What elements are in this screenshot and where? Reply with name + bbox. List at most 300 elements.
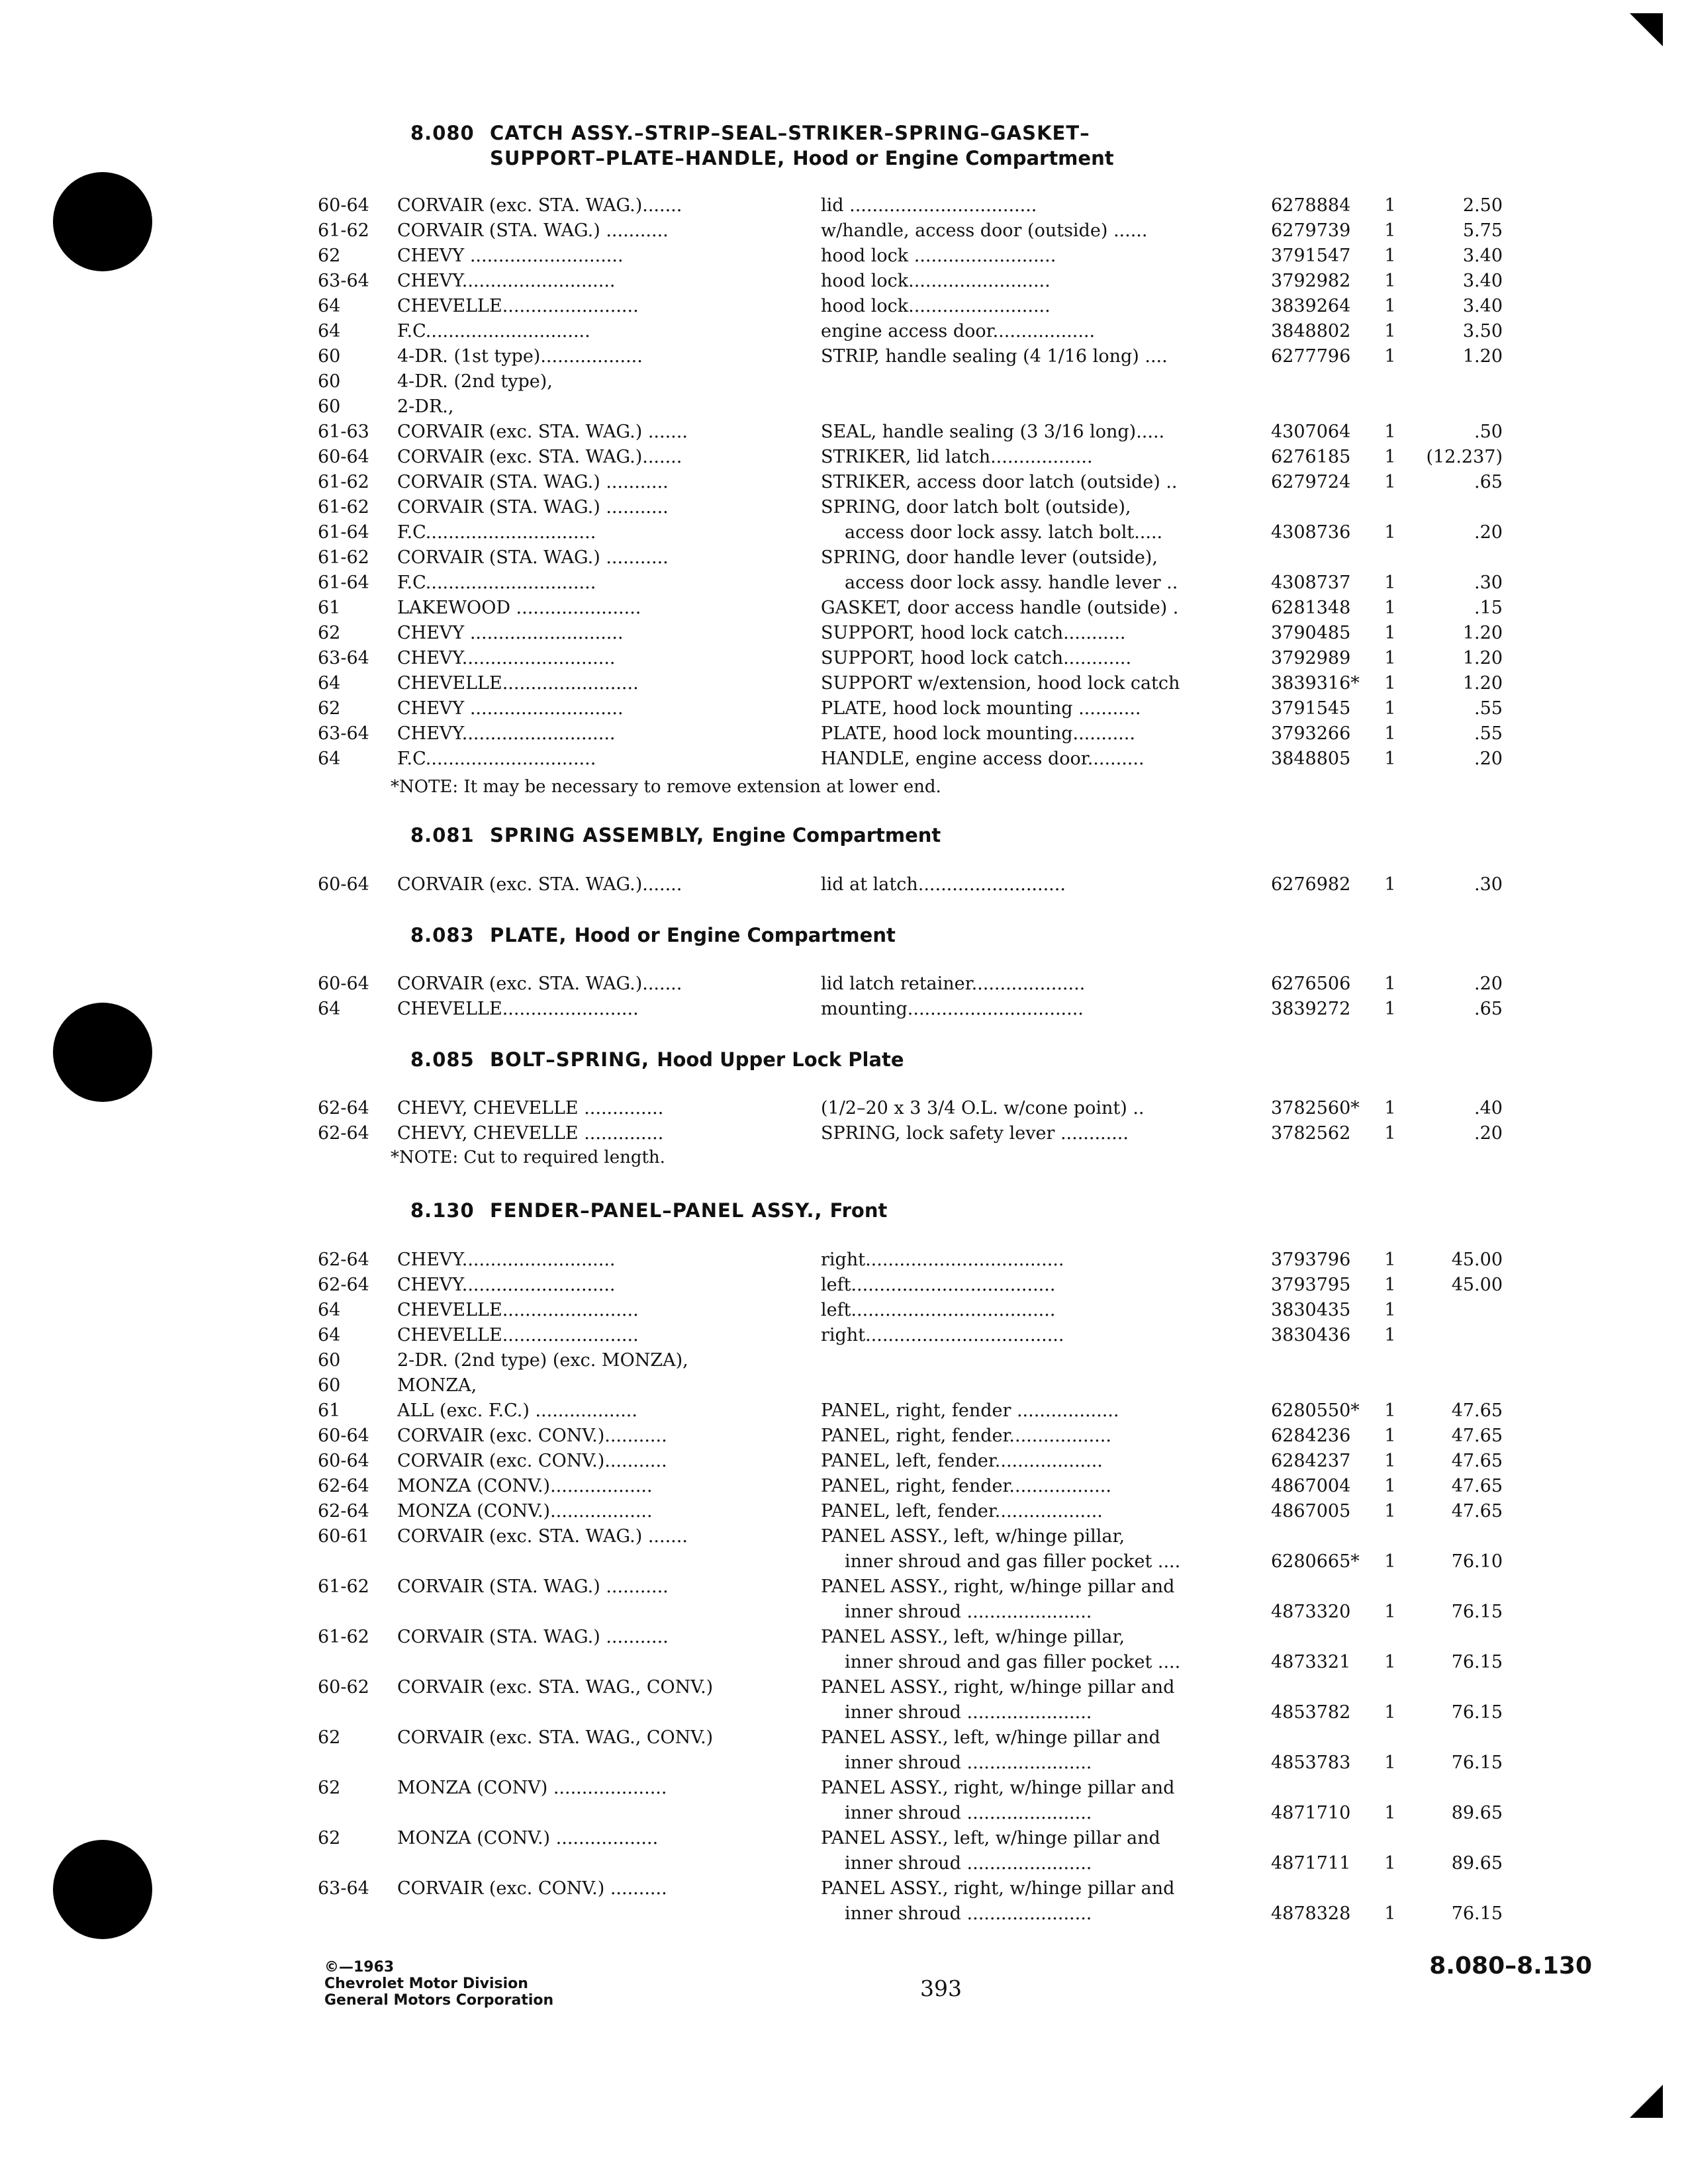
- model-years: 62: [318, 246, 341, 266]
- description-cell: [821, 1298, 1258, 1323]
- description: hood lock.........................: [821, 271, 1051, 291]
- model-years: 63-64: [318, 1878, 369, 1899]
- description-cell: [821, 646, 1258, 671]
- price: 5.75: [1462, 220, 1503, 241]
- application: CHEVELLE........................: [397, 1300, 639, 1320]
- parts-table-8080: [0, 193, 1688, 772]
- application: CHEVY...........................: [397, 723, 616, 744]
- model-years: 60-64: [318, 447, 369, 467]
- model-years: 63-64: [318, 723, 369, 744]
- section-subtitle: Hood or Engine Compartment: [792, 147, 1114, 169]
- application: CORVAIR (STA. WAG.) ...........: [397, 1576, 669, 1597]
- price: 76.15: [1451, 1602, 1503, 1622]
- part-number: 3793796: [1271, 1250, 1351, 1270]
- model-years: 62: [318, 1828, 341, 1848]
- application: CORVAIR (exc. CONV.) ..........: [397, 1878, 667, 1899]
- quantity: 1: [1384, 220, 1396, 241]
- model-years: 64: [318, 999, 341, 1019]
- description: PLATE, hood lock mounting ...........: [821, 698, 1141, 719]
- part-number: 6276506: [1271, 974, 1351, 994]
- price: 3.40: [1462, 246, 1503, 266]
- quantity: 1: [1384, 1451, 1396, 1471]
- quantity: 1: [1384, 1300, 1396, 1320]
- model-years: 62: [318, 698, 341, 719]
- model-years: 62-64: [318, 1275, 369, 1295]
- model-years: 64: [318, 321, 341, 341]
- model-years: 60-62: [318, 1677, 369, 1698]
- footnote-8085: *NOTE: Cut to required length.: [391, 1148, 665, 1167]
- price: .20: [1474, 522, 1503, 543]
- description-cell: [821, 545, 1258, 570]
- section-subtitle: Hood Upper Lock Plate: [657, 1048, 904, 1071]
- description-cell: [821, 997, 1258, 1022]
- table-row: [0, 319, 1688, 344]
- price: .20: [1474, 1123, 1503, 1144]
- table-row: [0, 1121, 1688, 1146]
- application: CORVAIR (exc. STA. WAG.).......: [397, 974, 682, 994]
- section-title: CATCH ASSY.–STRIP–SEAL–STRIKER–SPRING–GASKET–: [490, 122, 1090, 144]
- model-years: 62-64: [318, 1476, 369, 1496]
- table-row: [0, 269, 1688, 294]
- price: .40: [1474, 1098, 1503, 1118]
- quantity: 1: [1384, 1400, 1396, 1421]
- description-cell: [821, 1725, 1258, 1776]
- table-row: [0, 1776, 1688, 1826]
- part-number: 4873321: [1271, 1652, 1351, 1672]
- section-heading-8081: [410, 823, 941, 848]
- description: PANEL, left, fender...................: [821, 1501, 1103, 1522]
- description: GASKET, door access handle (outside) .: [821, 598, 1179, 618]
- section-title: SPRING ASSEMBLY,: [490, 824, 705, 846]
- application: CORVAIR (STA. WAG.) ...........: [397, 497, 669, 518]
- part-number: 3839264: [1271, 296, 1351, 316]
- table-row: [0, 872, 1688, 897]
- part-number: 6279739: [1271, 220, 1351, 241]
- table-row: [0, 1499, 1688, 1524]
- price: .50: [1474, 422, 1503, 442]
- quantity: 1: [1384, 1853, 1396, 1874]
- part-number: 4871710: [1271, 1803, 1351, 1823]
- table-row: [0, 1826, 1688, 1876]
- description-cell: [821, 1323, 1258, 1348]
- application: CHEVY, CHEVELLE ..............: [397, 1098, 664, 1118]
- application: F.C..............................: [397, 749, 596, 769]
- application: 2-DR.,: [397, 396, 454, 417]
- application: F.C.............................: [397, 321, 590, 341]
- part-number: 6278884: [1271, 195, 1351, 216]
- model-years: 64: [318, 296, 341, 316]
- description-cell: [821, 1424, 1258, 1449]
- model-years: 61-64: [318, 572, 369, 593]
- quantity: 1: [1384, 698, 1396, 719]
- quantity: 1: [1384, 246, 1396, 266]
- table-row: [0, 1398, 1688, 1424]
- description: SPRING, lock safety lever ............: [821, 1123, 1129, 1144]
- model-years: 60-64: [318, 874, 369, 895]
- quantity: 1: [1384, 1702, 1396, 1723]
- table-row: [0, 1474, 1688, 1499]
- model-years: 61-63: [318, 422, 369, 442]
- quantity: 1: [1384, 974, 1396, 994]
- part-number: 3848802: [1271, 321, 1351, 341]
- part-number: 3793266: [1271, 723, 1351, 744]
- part-number: 3791545: [1271, 698, 1351, 719]
- part-number: 6284236: [1271, 1426, 1351, 1446]
- table-row: [0, 1373, 1688, 1398]
- part-number: 3793795: [1271, 1275, 1351, 1295]
- description-cell: [821, 972, 1258, 997]
- model-years: 61-62: [318, 1576, 369, 1597]
- table-row: [0, 596, 1688, 621]
- table-row: [0, 294, 1688, 319]
- section-title: PLATE,: [490, 924, 567, 946]
- description: STRIKER, access door latch (outside) ..: [821, 472, 1178, 492]
- part-number: 4308736: [1271, 522, 1351, 543]
- application: CORVAIR (STA. WAG.) ...........: [397, 472, 669, 492]
- price: 47.65: [1451, 1400, 1503, 1421]
- quantity: 1: [1384, 1250, 1396, 1270]
- application: CORVAIR (exc. CONV.)...........: [397, 1426, 667, 1446]
- description-cell: [821, 319, 1258, 344]
- part-number: 3790485: [1271, 623, 1351, 643]
- footnote-8080: *NOTE: It may be necessary to remove extension at lower end.: [391, 777, 941, 797]
- description-cell: [821, 1776, 1258, 1826]
- application: ALL (exc. F.C.) ..................: [397, 1400, 637, 1421]
- application: MONZA (CONV) ....................: [397, 1778, 667, 1798]
- description-cell: [821, 1625, 1258, 1675]
- description: right...................................: [821, 1325, 1064, 1345]
- quantity: 1: [1384, 1551, 1396, 1572]
- price: 89.65: [1451, 1803, 1503, 1823]
- table-row: [0, 545, 1688, 570]
- table-row: [0, 621, 1688, 646]
- section-heading-8085: [410, 1047, 904, 1072]
- table-row: [0, 193, 1688, 218]
- quantity: 1: [1384, 271, 1396, 291]
- parts-table-8081: [0, 872, 1688, 897]
- table-row: [0, 1449, 1688, 1474]
- model-years: 60-64: [318, 195, 369, 216]
- price: 3.40: [1462, 296, 1503, 316]
- description-continued: inner shroud and gas filler pocket ....: [845, 1551, 1181, 1572]
- model-years: 64: [318, 673, 341, 694]
- description: w/handle, access door (outside) ......: [821, 220, 1148, 241]
- part-number: 3782562: [1271, 1123, 1351, 1144]
- description: PANEL ASSY., left, w/hinge pillar,: [821, 1526, 1125, 1547]
- description-cell: [821, 344, 1258, 369]
- section-number: 8.083: [410, 924, 475, 946]
- description-cell: [821, 1675, 1258, 1725]
- model-years: 64: [318, 1325, 341, 1345]
- description: right...................................: [821, 1250, 1064, 1270]
- section-subtitle: Front: [829, 1199, 888, 1222]
- model-years: 61-64: [318, 522, 369, 543]
- price: 76.15: [1451, 1752, 1503, 1773]
- corporation-name: General Motors Corporation: [324, 1992, 554, 2009]
- quantity: 1: [1384, 723, 1396, 744]
- application: 4-DR. (1st type)..................: [397, 346, 643, 367]
- description-cell: [821, 445, 1258, 470]
- quantity: 1: [1384, 195, 1396, 216]
- part-number: 4867005: [1271, 1501, 1351, 1522]
- quantity: 1: [1384, 1098, 1396, 1118]
- application: CHEVELLE........................: [397, 1325, 639, 1345]
- description-cell: [821, 1273, 1258, 1298]
- application: 4-DR. (2nd type),: [397, 371, 553, 392]
- table-row: [0, 1876, 1688, 1927]
- part-number: 6280665*: [1271, 1551, 1360, 1572]
- part-number: 3830436: [1271, 1325, 1351, 1345]
- description-cell: [821, 1398, 1258, 1424]
- application: F.C..............................: [397, 522, 596, 543]
- description: PANEL ASSY., left, w/hinge pillar,: [821, 1627, 1125, 1647]
- table-row: [0, 244, 1688, 269]
- part-number: 3782560*: [1271, 1098, 1360, 1118]
- description: hood lock.........................: [821, 296, 1051, 316]
- quantity: 1: [1384, 1476, 1396, 1496]
- description: lid latch retainer....................: [821, 974, 1086, 994]
- model-years: 60: [318, 1375, 341, 1396]
- table-row: [0, 218, 1688, 244]
- table-row: [0, 747, 1688, 772]
- price: .15: [1474, 598, 1503, 618]
- model-years: 61: [318, 1400, 341, 1421]
- table-row: [0, 369, 1688, 394]
- price: .30: [1474, 874, 1503, 895]
- description-cell: [821, 872, 1258, 897]
- part-number: 4307064: [1271, 422, 1351, 442]
- price: .55: [1474, 723, 1503, 744]
- price: 1.20: [1462, 346, 1503, 367]
- table-row: [0, 1323, 1688, 1348]
- application: 2-DR. (2nd type) (exc. MONZA),: [397, 1350, 688, 1371]
- part-number: 3792989: [1271, 648, 1351, 668]
- model-years: 63-64: [318, 648, 369, 668]
- part-number: 4871711: [1271, 1853, 1351, 1874]
- section-heading-8130: [410, 1198, 887, 1223]
- description-cell: [821, 621, 1258, 646]
- table-row: [0, 394, 1688, 420]
- model-years: 62-64: [318, 1501, 369, 1522]
- table-row: [0, 420, 1688, 445]
- application: CHEVY ...........................: [397, 246, 624, 266]
- description-cell: [821, 495, 1258, 520]
- price: 47.65: [1451, 1476, 1503, 1496]
- description-cell: [821, 1524, 1258, 1574]
- quantity: 1: [1384, 1752, 1396, 1773]
- model-years: 60: [318, 396, 341, 417]
- quantity: 1: [1384, 572, 1396, 593]
- section-title-line2: SUPPORT–PLATE–HANDLE,: [490, 147, 786, 169]
- model-years: 63-64: [318, 271, 369, 291]
- description-continued: inner shroud ......................: [845, 1803, 1092, 1823]
- model-years: 61-62: [318, 1627, 369, 1647]
- description-continued: inner shroud ......................: [845, 1903, 1092, 1924]
- quantity: 1: [1384, 522, 1396, 543]
- description-cell: [821, 1876, 1258, 1927]
- description: PANEL, right, fender..................: [821, 1476, 1111, 1496]
- table-row: [0, 570, 1688, 596]
- table-row: [0, 1348, 1688, 1373]
- price: 3.40: [1462, 271, 1503, 291]
- application: CHEVELLE........................: [397, 999, 639, 1019]
- part-number: 6277796: [1271, 346, 1351, 367]
- description: PLATE, hood lock mounting...........: [821, 723, 1135, 744]
- price: 76.10: [1451, 1551, 1503, 1572]
- price: 1.20: [1462, 673, 1503, 694]
- quantity: 1: [1384, 1803, 1396, 1823]
- description-cell: [821, 721, 1258, 747]
- table-row: [0, 721, 1688, 747]
- quantity: 1: [1384, 999, 1396, 1019]
- quantity: 1: [1384, 447, 1396, 467]
- description-cell: [821, 420, 1258, 445]
- quantity: 1: [1384, 422, 1396, 442]
- description-cell: [821, 193, 1258, 218]
- table-row: [0, 1096, 1688, 1121]
- application: CORVAIR (exc. STA. WAG.).......: [397, 447, 682, 467]
- price: .65: [1474, 999, 1503, 1019]
- part-number: 6281348: [1271, 598, 1351, 618]
- section-subtitle: Hood or Engine Compartment: [574, 924, 896, 946]
- table-row: [0, 1273, 1688, 1298]
- model-years: 61-62: [318, 220, 369, 241]
- parts-table-8083: [0, 972, 1688, 1022]
- table-row: [0, 671, 1688, 696]
- model-years: 62-64: [318, 1250, 369, 1270]
- table-row: [0, 997, 1688, 1022]
- description-cell: [821, 470, 1258, 495]
- description: engine access door..................: [821, 321, 1096, 341]
- price: 45.00: [1451, 1250, 1503, 1270]
- model-years: 60: [318, 346, 341, 367]
- part-number: 4308737: [1271, 572, 1351, 593]
- description-continued: inner shroud and gas filler pocket ....: [845, 1652, 1181, 1672]
- description: SEAL, handle sealing (3 3/16 long).....: [821, 422, 1165, 442]
- model-years: 61-62: [318, 472, 369, 492]
- description-cell: [821, 570, 1258, 596]
- description: PANEL, left, fender...................: [821, 1451, 1103, 1471]
- price: 47.65: [1451, 1451, 1503, 1471]
- application: CHEVY...........................: [397, 648, 616, 668]
- application: LAKEWOOD ......................: [397, 598, 641, 618]
- table-row: [0, 495, 1688, 520]
- description-cell: [821, 294, 1258, 319]
- quantity: 1: [1384, 346, 1396, 367]
- price: 76.15: [1451, 1903, 1503, 1924]
- quantity: 1: [1384, 1275, 1396, 1295]
- model-years: 62-64: [318, 1123, 369, 1144]
- model-years: 60-64: [318, 1451, 369, 1471]
- quantity: 1: [1384, 1602, 1396, 1622]
- quantity: 1: [1384, 623, 1396, 643]
- table-row: [0, 972, 1688, 997]
- section-title: FENDER–PANEL–PANEL ASSY.,: [490, 1199, 823, 1222]
- description: hood lock .........................: [821, 246, 1056, 266]
- part-number: 4878328: [1271, 1903, 1351, 1924]
- price: .20: [1474, 749, 1503, 769]
- part-number: 3839272: [1271, 999, 1351, 1019]
- page-section-range: 8.080–8.130: [1429, 1952, 1592, 1979]
- table-row: [0, 1424, 1688, 1449]
- model-years: 64: [318, 749, 341, 769]
- model-years: 60-61: [318, 1526, 369, 1547]
- section-number: 8.080: [410, 122, 475, 144]
- price: 76.15: [1451, 1702, 1503, 1723]
- quantity: 1: [1384, 1501, 1396, 1522]
- description: STRIKER, lid latch..................: [821, 447, 1093, 467]
- price: 1.20: [1462, 648, 1503, 668]
- part-number: 4853783: [1271, 1752, 1351, 1773]
- price: 89.65: [1451, 1853, 1503, 1874]
- price: 2.50: [1462, 195, 1503, 216]
- description: SUPPORT, hood lock catch............: [821, 648, 1132, 668]
- copyright: ©—1963: [324, 1959, 395, 1976]
- quantity: 1: [1384, 1426, 1396, 1446]
- description: left....................................: [821, 1300, 1056, 1320]
- application: MONZA,: [397, 1375, 477, 1396]
- description-cell: [821, 1121, 1258, 1146]
- description: PANEL ASSY., right, w/hinge pillar and: [821, 1878, 1175, 1899]
- description: PANEL ASSY., left, w/hinge pillar and: [821, 1828, 1160, 1848]
- description: SUPPORT, hood lock catch...........: [821, 623, 1126, 643]
- table-row: [0, 1574, 1688, 1625]
- quantity: 1: [1384, 749, 1396, 769]
- description-cell: [821, 696, 1258, 721]
- model-years: 60-64: [318, 974, 369, 994]
- model-years: 62: [318, 1778, 341, 1798]
- application: CHEVY ...........................: [397, 623, 624, 643]
- application: CHEVY ...........................: [397, 698, 624, 719]
- description: PANEL ASSY., right, w/hinge pillar and: [821, 1778, 1175, 1798]
- corner-mark-bottom-right: [1630, 2085, 1663, 2118]
- description-cell: [821, 671, 1258, 696]
- description: access door lock assy. handle lever ..: [845, 572, 1178, 593]
- description: SPRING, door latch bolt (outside),: [821, 497, 1131, 518]
- description: SUPPORT w/extension, hood lock catch: [821, 673, 1180, 694]
- section-subtitle: Engine Compartment: [712, 824, 941, 846]
- section-number: 8.081: [410, 824, 475, 846]
- part-number: 3792982: [1271, 271, 1351, 291]
- application: CORVAIR (STA. WAG.) ...........: [397, 220, 669, 241]
- description-cell: [821, 1826, 1258, 1876]
- footer-publisher: [324, 1959, 553, 2009]
- application: CORVAIR (exc. STA. WAG.) .......: [397, 422, 688, 442]
- table-row: [0, 1675, 1688, 1725]
- application: MONZA (CONV.)..................: [397, 1501, 653, 1522]
- model-years: 60-64: [318, 1426, 369, 1446]
- description: PANEL ASSY., left, w/hinge pillar and: [821, 1727, 1160, 1748]
- corner-mark-top-right: [1630, 13, 1663, 46]
- application: CHEVY...........................: [397, 1250, 616, 1270]
- table-row: [0, 1625, 1688, 1675]
- part-number: 6279724: [1271, 472, 1351, 492]
- description: HANDLE, engine access door..........: [821, 749, 1145, 769]
- section-heading-8083: [410, 923, 896, 948]
- application: MONZA (CONV.)..................: [397, 1476, 653, 1496]
- part-number: 3830435: [1271, 1300, 1351, 1320]
- price: .55: [1474, 698, 1503, 719]
- description-continued: inner shroud ......................: [845, 1702, 1092, 1723]
- parts-table-8085: [0, 1096, 1688, 1146]
- application: CORVAIR (exc. STA. WAG., CONV.): [397, 1677, 714, 1698]
- application: CHEVY...........................: [397, 271, 616, 291]
- part-number: 3791547: [1271, 246, 1351, 266]
- description: PANEL, right, fender ..................: [821, 1400, 1119, 1421]
- section-number: 8.085: [410, 1048, 475, 1071]
- section-heading-8080: [410, 120, 1114, 171]
- part-number: 4853782: [1271, 1702, 1351, 1723]
